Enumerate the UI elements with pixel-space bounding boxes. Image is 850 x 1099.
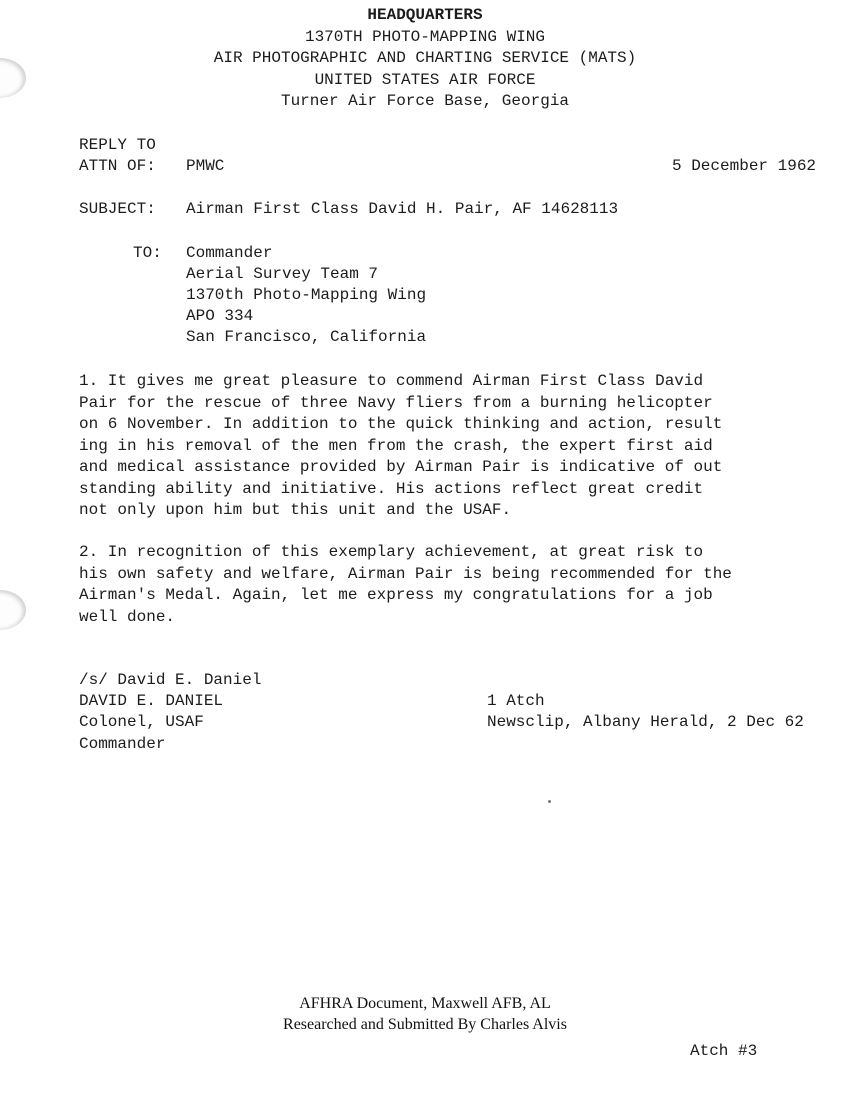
letterhead <box>0 5 850 113</box>
letterhead-air-force: UNITED STATES AIR FORCE <box>314 70 536 89</box>
credit-source: AFHRA Document, Maxwell AFB, AL <box>299 995 551 1012</box>
addressee-line: 1370th Photo-Mapping Wing <box>186 286 427 304</box>
letter-date: 5 December 1962 <box>672 157 817 175</box>
letterhead-headquarters: HEADQUARTERS <box>367 6 483 24</box>
signer-title: Commander <box>79 735 166 753</box>
credit-researcher: Researched and Submitted By Charles Alvis <box>283 1016 567 1033</box>
attachment-description: Newsclip, Albany Herald, 2 Dec 62 <box>487 713 804 731</box>
attachment-count: 1 Atch <box>487 692 545 710</box>
addressee-line: APO 334 <box>186 307 254 325</box>
attachment-number: Atch #3 <box>690 1042 758 1060</box>
paper-speck <box>548 800 551 803</box>
letterhead-base: Turner Air Force Base, Georgia <box>280 92 570 110</box>
binder-hole-middle <box>0 590 26 630</box>
letterhead-service: AIR PHOTOGRAPHIC AND CHARTING SERVICE (MATS) <box>213 49 637 67</box>
office-code: PMWC <box>186 157 225 175</box>
to-label: TO: <box>133 244 162 262</box>
signed-name: /s/ David E. Daniel <box>79 671 262 689</box>
subject-text: Airman First Class David H. Pair, AF 14628113 <box>186 200 619 218</box>
signer-name: DAVID E. DANIEL <box>79 692 224 710</box>
letterhead-wing: 1370TH PHOTO-MAPPING WING <box>304 27 546 46</box>
addressee-line: Commander <box>186 244 273 262</box>
paragraph-2: 2. In recognition of this exemplary achievement, at great risk to his own safety and welfare, Airman Pair is being recommended for the Airman's Medal. Again, let me express my congratulations for a job well done. <box>79 543 732 626</box>
subject-label: SUBJECT: <box>79 200 156 218</box>
reply-to-label: REPLY TO <box>79 136 156 154</box>
addressee-line: San Francisco, California <box>186 328 427 346</box>
addressee-line: Aerial Survey Team 7 <box>186 265 379 283</box>
attn-of-label: ATTN OF: <box>79 157 156 175</box>
paragraph-1: 1. It gives me great pleasure to commend Airman First Class David Pair for the rescue of three Navy fliers from a burning helicopter on 6 November. In addition to the quick thinking and action, result ing in his removal of the men from the crash, the expert first aid and medical assistance provided by Airman Pair is indicative of out standing ability and initiative. His actions reflect great credit not only upon him but this unit and the USAF. <box>79 372 723 519</box>
signer-rank: Colonel, USAF <box>79 713 204 731</box>
